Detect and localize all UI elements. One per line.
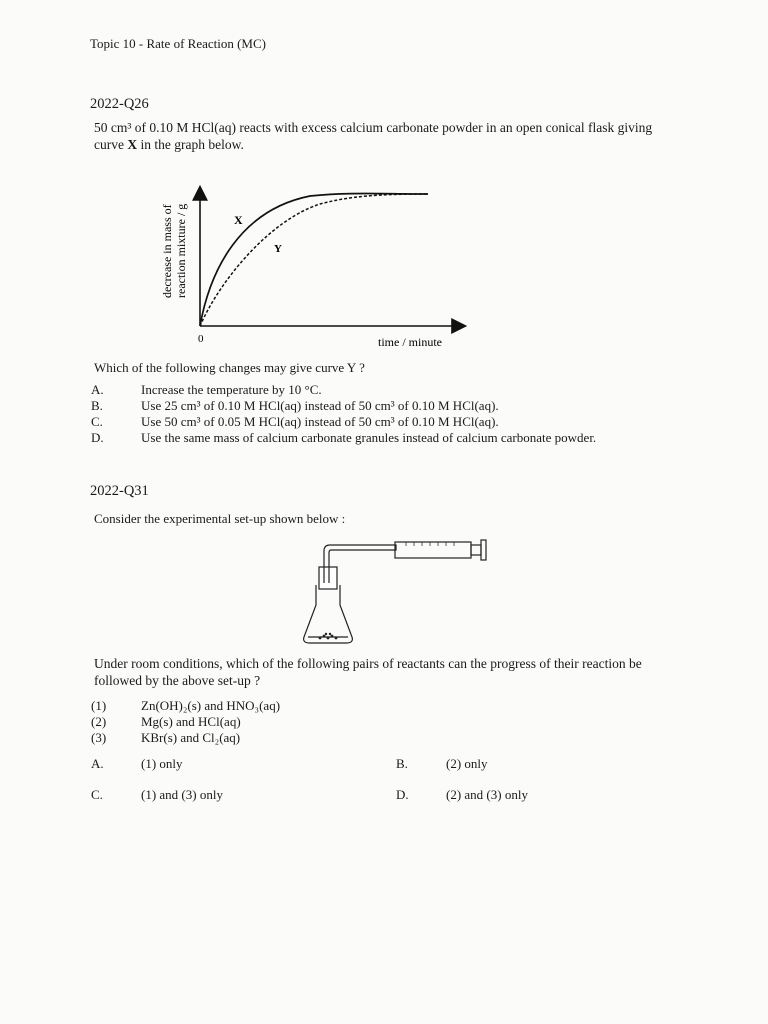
curve-y-label: Y [274, 243, 282, 255]
conical-flask [304, 585, 353, 643]
delivery-tube [324, 545, 396, 565]
page-header: Topic 10 - Rate of Reaction (MC) [90, 36, 266, 51]
q26-stem-line-1: 50 cm³ of 0.10 M HCl(aq) reacts with excess calcium carbonate powder in an open conical flask giving [94, 120, 653, 135]
rate-graph [150, 180, 480, 352]
syringe-handle [481, 540, 486, 560]
q31-answer-b[interactable]: B. (2) only [396, 756, 488, 771]
q26-stem-line-2: curve X in the graph below. [94, 137, 244, 152]
question-id-q31: 2022-Q31 [90, 483, 149, 499]
q26-question: Which of the following changes may give curve Y ? [94, 360, 365, 375]
q31-answer-c[interactable]: C. (1) and (3) only [91, 787, 223, 802]
y-axis-label-2: reaction mixture / g [174, 203, 188, 298]
q31-reactant-pairs: (1) Zn(OH)₂(s) and HNO₃(aq) (2) Mg(s) and HCl(aq) (3) KBr(s) and Cl₂(aq) [91, 698, 281, 745]
q31-question-line-2: followed by the above set-up ? [94, 673, 261, 688]
q31-answer-d[interactable]: D. (2) and (3) only [396, 787, 528, 802]
q26-stem [94, 119, 684, 153]
origin-label: 0 [198, 333, 204, 345]
stopper [319, 567, 337, 589]
apparatus-diagram [296, 535, 506, 650]
curve-x-label: X [234, 213, 243, 227]
q31-answer-a[interactable]: A. (1) only [91, 756, 183, 771]
q31-question-line-1: Under room conditions, which of the following pairs of reactants can the progress of their reaction be [94, 656, 642, 671]
q26-options: A. Increase the temperature by 10 °C. B. Use 25 cm³ of 0.10 M HCl(aq) instead of 50 cm³ of 0.10 M HCl(aq). C. Use 50 cm³ of 0.05 M HCl(aq) instead of 50 cm³ of 0.10 M HCl(aq). D. Use the same mass of calcium carbonate granules instead of calcium carbonate powder. [91, 382, 597, 445]
solid-reactant [319, 633, 338, 640]
y-axis-label-1: decrease in mass of [160, 204, 174, 298]
syringe-plunger [471, 545, 481, 555]
question-id-q26: 2022-Q26 [90, 96, 149, 112]
q31-stem: Consider the experimental set-up shown below : [94, 511, 346, 526]
x-axis-label: time / minute [378, 335, 442, 349]
q31-question [94, 655, 684, 689]
